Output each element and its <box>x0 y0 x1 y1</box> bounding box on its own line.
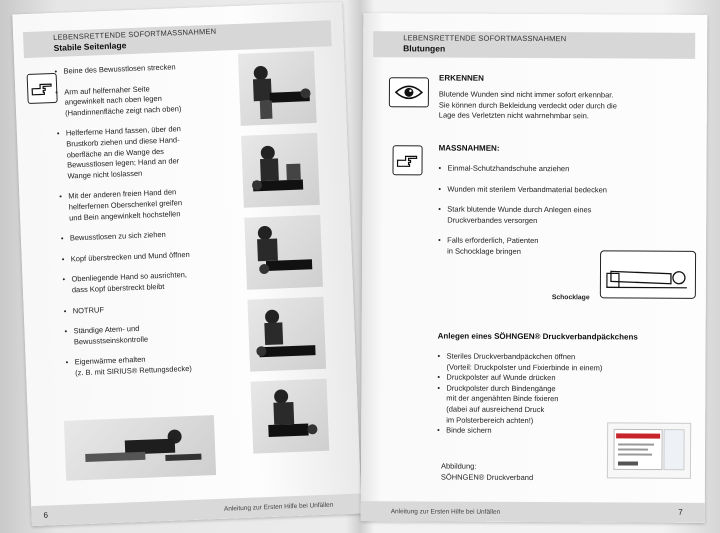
list-item: • Kopf überstrecken und Mund öffnen <box>62 248 242 265</box>
list-item: • Falls erforderlich, Patienten in Schocklage bringen <box>438 236 678 258</box>
step-photo-2 <box>241 133 320 208</box>
list-item: • Einmal-Schutzhandschuhe anziehen <box>438 163 678 175</box>
massnahmen-heading: MASSNAHMEN: <box>438 143 500 153</box>
step-photo-3 <box>244 215 323 290</box>
pointing-hand-icon <box>392 145 422 175</box>
list-item: • Ständige Atem- und Bewusstseinskontrolle <box>64 320 245 348</box>
step-photo-1 <box>238 51 317 126</box>
list-item: • Stark blutende Wunde durch Anlegen eines Druckverbandes versorgen <box>438 205 678 227</box>
step-photo-4 <box>247 297 326 372</box>
list-item: • Druckpolster auf Wunde drücken <box>437 373 687 385</box>
shock-position-figure <box>600 250 696 299</box>
product-heading: Anlegen eines SÖHNGEN® Druckverbandpäckchens <box>437 331 638 342</box>
left-page <box>12 2 361 526</box>
right-page-number: 7 <box>678 507 683 517</box>
list-item: • NOTRUF <box>64 299 244 316</box>
list-item: • Arm auf helfernaher Seite angewinkelt nach oben legen (Handinnenfläche zeigt nach oben) <box>55 81 236 120</box>
list-item: • Binde sichern <box>437 426 687 438</box>
list-item: • Obenliegende Hand so ausrichten, dass Kopf überstreckt bleibt <box>62 268 243 296</box>
eye-icon <box>389 77 429 107</box>
right-footer-text: Anleitung zur Ersten Hilfe bei Unfällen <box>390 508 501 516</box>
shock-position-icon <box>601 251 695 297</box>
list-item: • Druckpolster durch Bindengänge mit der angenähten Binde fixieren (dabei auf ausreichend Druck im Polsterbereich achten!) <box>437 383 687 427</box>
step-photo-5 <box>251 379 330 454</box>
right-page-title: Blutungen <box>403 43 446 54</box>
list-item: • Wunden mit sterilem Verbandmaterial bedecken <box>438 184 678 196</box>
shock-caption: Schocklage <box>551 294 590 302</box>
list-item: • Helferferne Hand fassen, über den Brustkorb ziehen und diese Hand- oberfläche an die Wange des Bewusstlosen legen; Hand an der Wange nicht loslassen <box>57 122 239 182</box>
right-page <box>361 13 708 523</box>
erkennen-text: Blutende Wunden sind nicht immer sofort erkennbar. Sie können durch Bekleidung verdeckt oder durch die Lage des Verletzten nicht wahrnehmbar sein. <box>438 89 617 121</box>
list-item: • Beine des Bewusstlosen strecken <box>54 60 234 77</box>
pointing-hand-icon <box>27 73 58 104</box>
right-header-bar <box>373 31 695 59</box>
bandage-product-image <box>607 422 691 478</box>
figure-caption: Abbildung: SÖHNGEN® Druckverband <box>440 461 534 482</box>
left-footer-text: Anleitung zur Ersten Hilfe bei Unfällen <box>223 501 334 513</box>
left-kicker: LEBENSRETTENDE SOFORTMASSNAHMEN <box>53 26 217 42</box>
left-page-title: Stabile Seitenlage <box>53 40 127 53</box>
list-item: • Eigenwärme erhalten (z. B. mit SIRIUS® Rettungsdecke) <box>66 351 247 379</box>
left-page-number: 6 <box>43 510 49 520</box>
list-item: • Mit der anderen freien Hand den helferfernen Oberschenkel greifen und Bein angewinkelt hochstellen <box>59 185 240 224</box>
list-item: • Steriles Druckverbandpäckchen öffnen (Vorteil: Druckpolster und Fixierbinde in einem) <box>437 351 687 373</box>
left-footer <box>31 493 362 526</box>
erkennen-heading: ERKENNEN <box>438 73 484 83</box>
list-item: • Bewusstlosen zu sich ziehen <box>61 227 241 244</box>
recovery-position-photo <box>64 415 216 481</box>
right-footer <box>361 501 705 523</box>
right-kicker: LEBENSRETTENDE SOFORTMASSNAHMEN <box>403 33 567 44</box>
left-steps-list <box>54 60 246 389</box>
